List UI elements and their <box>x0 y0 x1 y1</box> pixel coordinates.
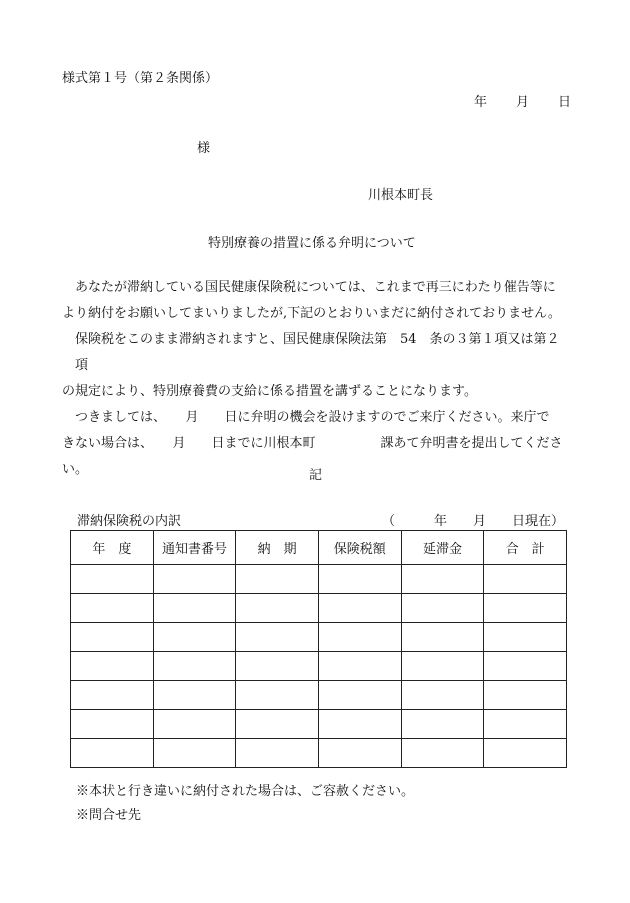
table-caption: 滞納保険税の内訳 <box>77 514 182 529</box>
table-row <box>71 565 567 594</box>
body-line: あなたが滞納している国民健康保険税については、これまで再三にわたり催告等に <box>75 280 556 295</box>
table-row <box>71 681 567 710</box>
body-line: 保険税をこのまま滞納されますと、国民健康保険法第 54 条の３第１項又は第２項 <box>75 332 560 373</box>
table-header-row <box>71 531 567 565</box>
body-line: きない場合は、 月 日までに川根本町 課あて弁明書を提出してくださ <box>62 436 563 451</box>
table-row <box>71 739 567 768</box>
body-line: より納付をお願いしてまいりましたが,下記のとおりいまだに納付されておりません。 <box>62 306 561 321</box>
table-cell <box>71 652 154 681</box>
table-cell <box>401 681 484 710</box>
table-cell <box>153 710 236 739</box>
table-cell <box>484 594 567 623</box>
table-cell <box>318 710 401 739</box>
table-cell <box>71 710 154 739</box>
table-cell <box>236 623 319 652</box>
body-line: い。 <box>62 462 89 477</box>
table-cell <box>318 594 401 623</box>
table-cell <box>153 623 236 652</box>
table-cell <box>236 710 319 739</box>
table-cell <box>318 565 401 594</box>
table-row <box>71 652 567 681</box>
table-cell <box>318 623 401 652</box>
body-text <box>62 275 570 483</box>
table-cell <box>236 652 319 681</box>
table-cell <box>153 652 236 681</box>
addressee-suffix: 様 <box>197 141 211 156</box>
table-cell <box>484 565 567 594</box>
table-cell <box>71 565 154 594</box>
table-cell <box>71 594 154 623</box>
table-cell <box>236 681 319 710</box>
table-row <box>71 623 567 652</box>
date-line <box>474 91 571 110</box>
table-cell <box>318 681 401 710</box>
table-cell <box>484 652 567 681</box>
table-cell <box>71 739 154 768</box>
table-cell <box>236 739 319 768</box>
date-year: 年 <box>474 95 488 110</box>
table-cell <box>484 623 567 652</box>
arrears-table <box>70 530 567 768</box>
form-number: 様式第１号（第２条関係） <box>62 71 219 86</box>
date-day: 日 <box>558 95 572 110</box>
header-fiscal-year: 年 度 <box>71 531 154 565</box>
table-cell <box>401 594 484 623</box>
note-payment-crossed: ※本状と行き違いに納付された場合は、ご容赦ください。 <box>76 784 415 799</box>
document-title: 特別療養の措置に係る弁明について <box>208 236 416 251</box>
header-due-period: 納 期 <box>236 531 319 565</box>
body-line: つきましては、 月 日に弁明の機会を設けますのでご来庁ください。来庁で <box>75 410 550 425</box>
table-cell <box>153 565 236 594</box>
table-cell <box>71 623 154 652</box>
table-cell <box>153 739 236 768</box>
note-contact: ※問合せ先 <box>76 808 142 823</box>
date-month: 月 <box>516 95 530 110</box>
table-cell <box>71 681 154 710</box>
table-cell <box>318 739 401 768</box>
table-as-of-date: （ 年 月 日現在） <box>382 514 565 529</box>
table-cell <box>484 710 567 739</box>
table-cell <box>484 681 567 710</box>
table-cell <box>153 594 236 623</box>
header-total: 合 計 <box>484 531 567 565</box>
table-cell <box>318 652 401 681</box>
sender: 川根本町長 <box>368 188 434 203</box>
table-cell <box>153 681 236 710</box>
table-row <box>71 710 567 739</box>
table-cell <box>401 565 484 594</box>
table-body <box>71 565 567 768</box>
table-cell <box>236 565 319 594</box>
header-late-fee: 延滞金 <box>401 531 484 565</box>
table-cell <box>401 739 484 768</box>
table-cell <box>484 739 567 768</box>
table-cell <box>401 652 484 681</box>
table-cell <box>401 710 484 739</box>
body-line: の規定により、特別療養費の支給に係る措置を講ずることになります。 <box>62 384 477 399</box>
ki-heading: 記 <box>309 468 323 483</box>
table-cell <box>401 623 484 652</box>
table-row <box>71 594 567 623</box>
header-tax-amount: 保険税額 <box>318 531 401 565</box>
header-notice-number: 通知書番号 <box>153 531 236 565</box>
table-cell <box>236 594 319 623</box>
